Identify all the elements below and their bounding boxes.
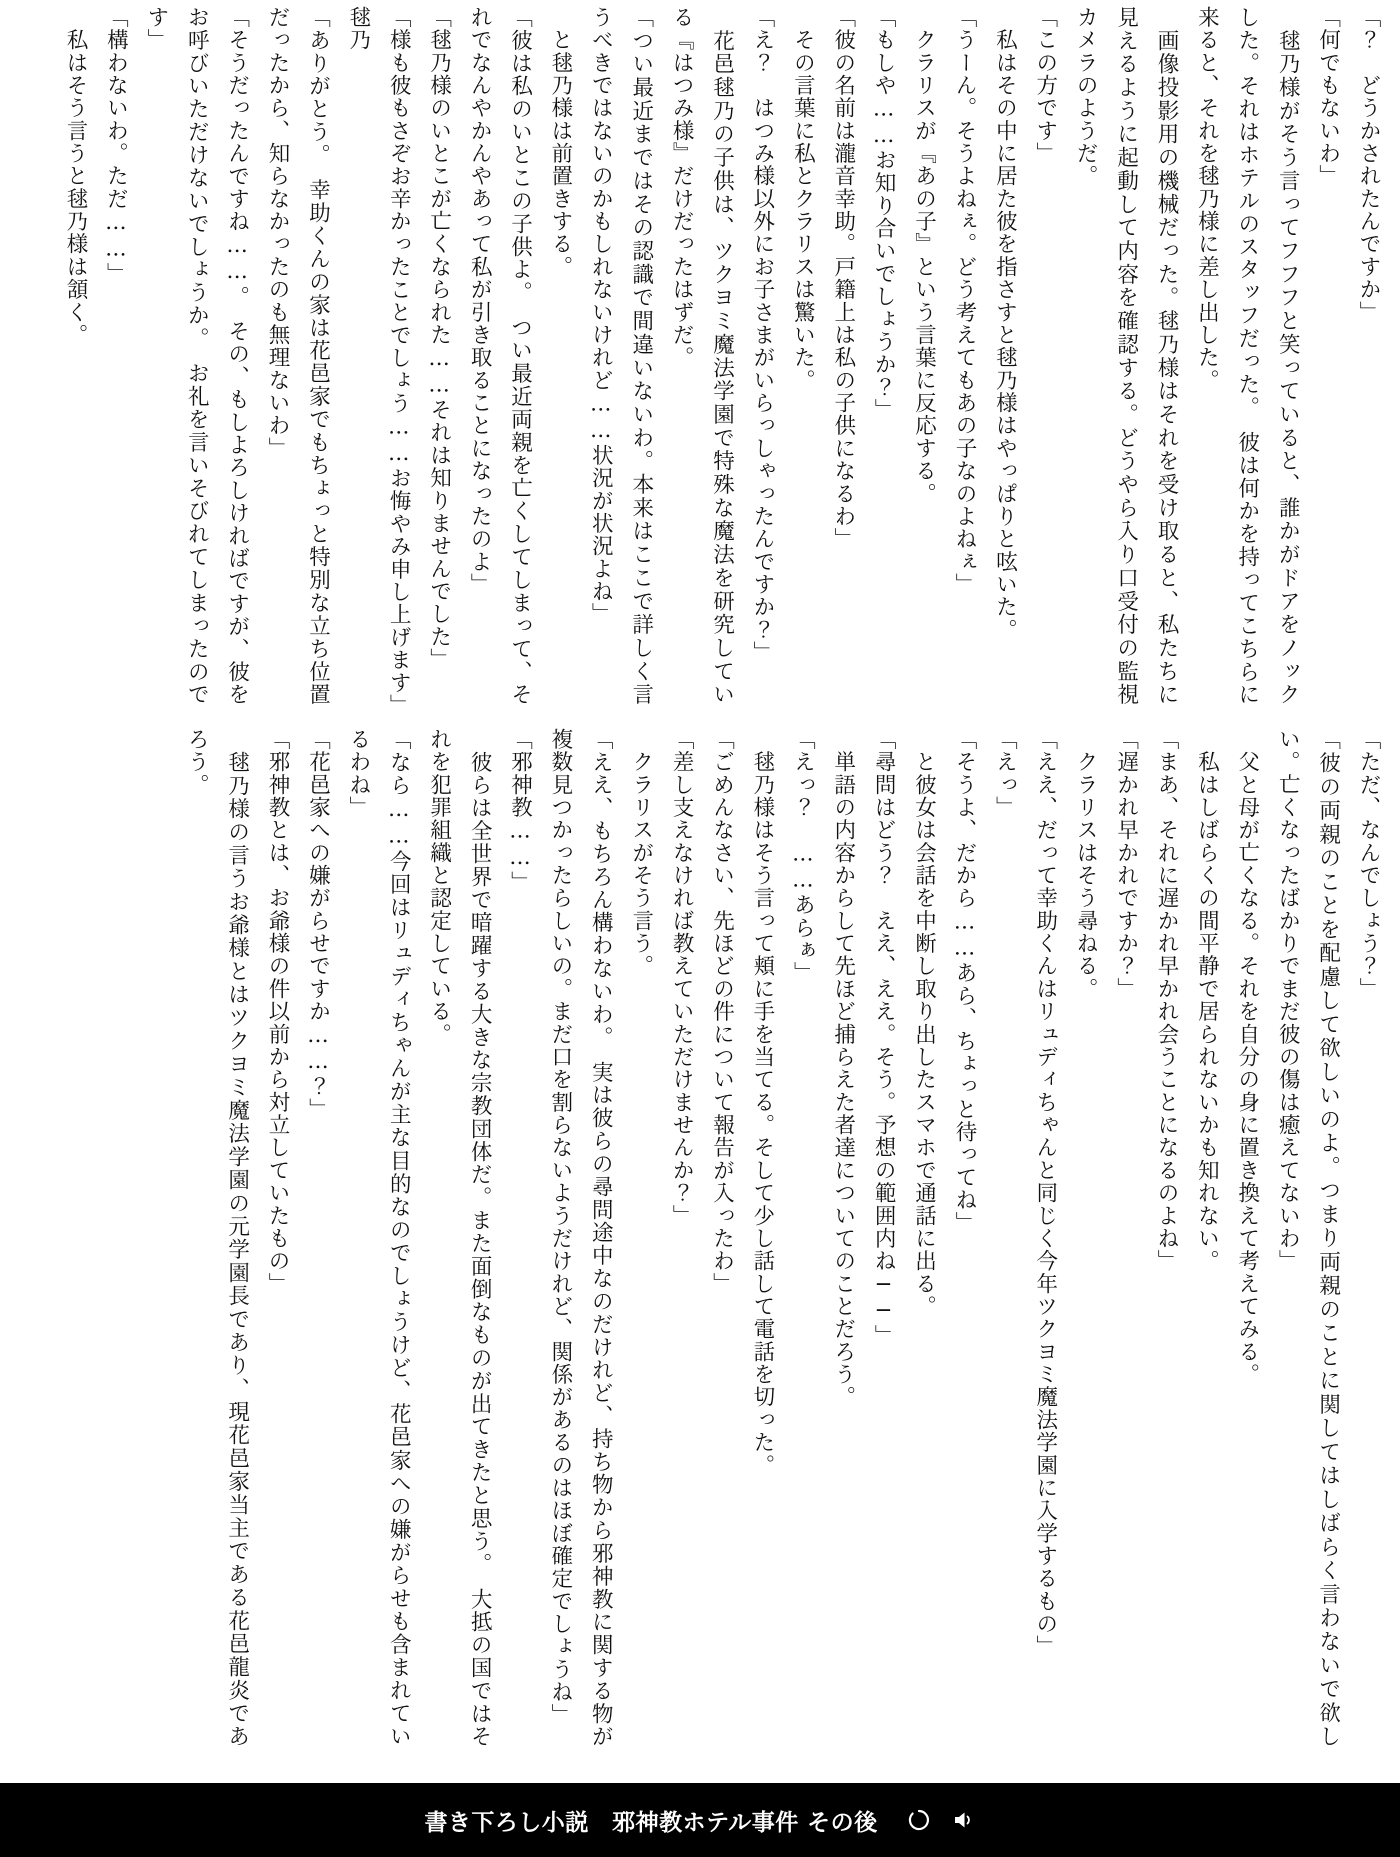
paragraph: 「えっ」 [992,728,1018,819]
paragraph: 父と母が亡くなる。それを自分の身に置き換えて考えてみる。 [1234,728,1260,1386]
paragraph: 「何でもないわ」 [1315,6,1341,188]
paragraph: クラリスが『あの子』という言葉に反応する。 [911,6,937,506]
paragraph: 「差し支えなければ教えていただけませんか？」 [669,728,695,1228]
paragraph: 毬乃様の言うお爺様とはツクヨミ魔法学園の元学園長であり、現花邑家当主である花邑龍炎であろう。 [184,728,250,1748]
paragraph: 「彼の両親のことを配慮して欲しいのよ。つまり両親のことに関してはしばらく言わないで欲しい。亡くなったばかりでまだ彼の傷は癒えてないわ」 [1275,728,1341,1748]
paragraph: 画像投影用の機械だった。毬乃様はそれを受け取ると、私たちに見えるように起動して内容を確認する。どうやら入り口受付の監視カメラのようだ。 [1073,6,1179,706]
paragraph: 毬乃様はそう言って頬に手を当てる。そして少し話して電話を切った。 [749,728,775,1477]
paragraph: 「毬乃様のいとこが亡くなられた……それは知りませんでした」 [426,6,452,671]
paragraph: 「この方です」 [1032,6,1058,165]
paragraph: 「つい最近まではその認識で間違いないわ。本来はここで詳しく言うべきではないのかもしれないけれど……状況が状況よね」 [588,6,654,706]
paragraph: 「なら……今回はリュディちゃんが主な目的なのでしょうけど、花邑家への嫌がらせも含まれているわね」 [345,728,412,1748]
paragraph: 「花邑家への嫌がらせですか……？」 [305,728,331,1121]
paragraph: 「ええ、もちろん構わないわ。 実は彼らの尋問途中なのだけれど、持ち物から邪神教に関する物が複数見つかったらしいの。まだ口を割らないようだけれど、関係があるのはほぼ確定でしょうね」 [547,728,614,1748]
text-block-upper [8,6,1388,706]
paragraph: 単語の内容からして先ほど捕らえた者達についてのことだろう。 [830,728,856,1409]
paragraph: 「彼は私のいとこの子供よ。 つい最近両親を亡くしてしまって、それでなんやかんやあって私が引き取ることになったのよ」 [467,6,533,706]
paragraph: 私はしばらくの間平静で居られないかも知れない。 [1194,728,1220,1273]
paragraph: 「ええ、だって幸助くんはリュディちゃんと同じく今年ツクヨミ魔法学園に入学するもの」 [1032,728,1058,1658]
paragraph: 毬乃様がそう言ってフフフと笑っていると、誰かがドアをノックした。それはホテルのスタッフだった。 彼は何かを持ってこちらに来ると、それを毬乃様に差し出した。 [1194,6,1301,706]
paragraph: 「ごめんなさい、先ほどの件について報告が入ったわ」 [709,728,735,1296]
paragraph: 「ただ、なんでしょう？」 [1356,728,1381,1001]
paragraph: 「？ どうかされたんですか」 [1356,6,1381,324]
paragraph: と彼女は会話を中断し取り出したスマホで通話に出る。 [911,728,937,1318]
paragraph: その言葉に私とクラリスは驚いた。 [790,6,816,392]
loading-spinner-icon[interactable] [906,1807,932,1833]
footer-bar [0,1783,1400,1857]
paragraph: 「邪神教とは、お爺様の件以前から対立していたもの」 [265,728,291,1296]
paragraph: 私はその中に居た彼を指さすと毬乃様はやっぱりと呟いた。 [992,6,1018,642]
footer-icon-group [906,1807,976,1833]
paragraph: クラリスがそう言う。 [628,728,654,978]
paragraph: 「ありがとう。 幸助くんの家は花邑家でもちょっと特別な立ち位置だったから、知らなかったのも無理ないわ」 [265,6,331,706]
paragraph: 「もしや……お知り合いでしょうか？」 [871,6,897,422]
paragraph: 「構わないわ。ただ……」 [103,6,129,286]
paragraph: 「まあ、それに遅かれ早かれ会うことになるのよね」 [1153,728,1179,1273]
paragraph: クラリスはそう尋ねる。 [1073,728,1099,1001]
text-block-lower [8,728,1388,1748]
paragraph: 私はそう言うと毬乃様は頷く。 [63,6,88,347]
paragraph: 花邑毬乃の子供は、ツクヨミ魔法学園で特殊な魔法を研究している『はつみ様』だけだったはずだ。 [669,6,735,706]
paragraph: 「そうだったんですね……。 その、もしよろしければですが、彼をお呼びいただけないでしょうか。 お礼を言いそびれてしまったのです」 [143,6,250,706]
paragraph: 彼らは全世界で暗躍する大きな宗教団体だ。また面倒なものが出てきたと思う。 大抵の国ではそれを犯罪組織と認定している。 [426,728,493,1748]
paragraph: 「え？ はつみ様以外にお子さまがいらっしゃったんですか？」 [749,6,775,664]
paragraph: 「尋問はどう？ ええ、ええ。そう。予想の範囲内ね──」 [871,728,897,1348]
footer-chapter-title: 書き下ろし小説 邪神教ホテル事件 その後 [424,1809,878,1836]
paragraph: 「様も彼もさぞお辛かったことでしょう……お悔やみ申し上げます」毬乃 [345,6,412,706]
paragraph: 「彼の名前は瀧音幸助。戸籍上は私の子供になるわ」 [830,6,856,551]
paragraph: 「そうよ、だから……あら、ちょっと待ってね」 [951,728,977,1235]
speaker-volume-icon[interactable] [950,1807,976,1833]
paragraph: 「うーん。そうよねぇ。どう考えてもあの子なのよねぇ」 [951,6,977,596]
paragraph: 「邪神教……」 [507,728,533,894]
paragraph: 「えっ？ ……あらぁ」 [790,728,816,985]
paragraph: 「遅かれ早かれですか？」 [1113,728,1139,1001]
paragraph: と毬乃様は前置きする。 [547,6,573,279]
